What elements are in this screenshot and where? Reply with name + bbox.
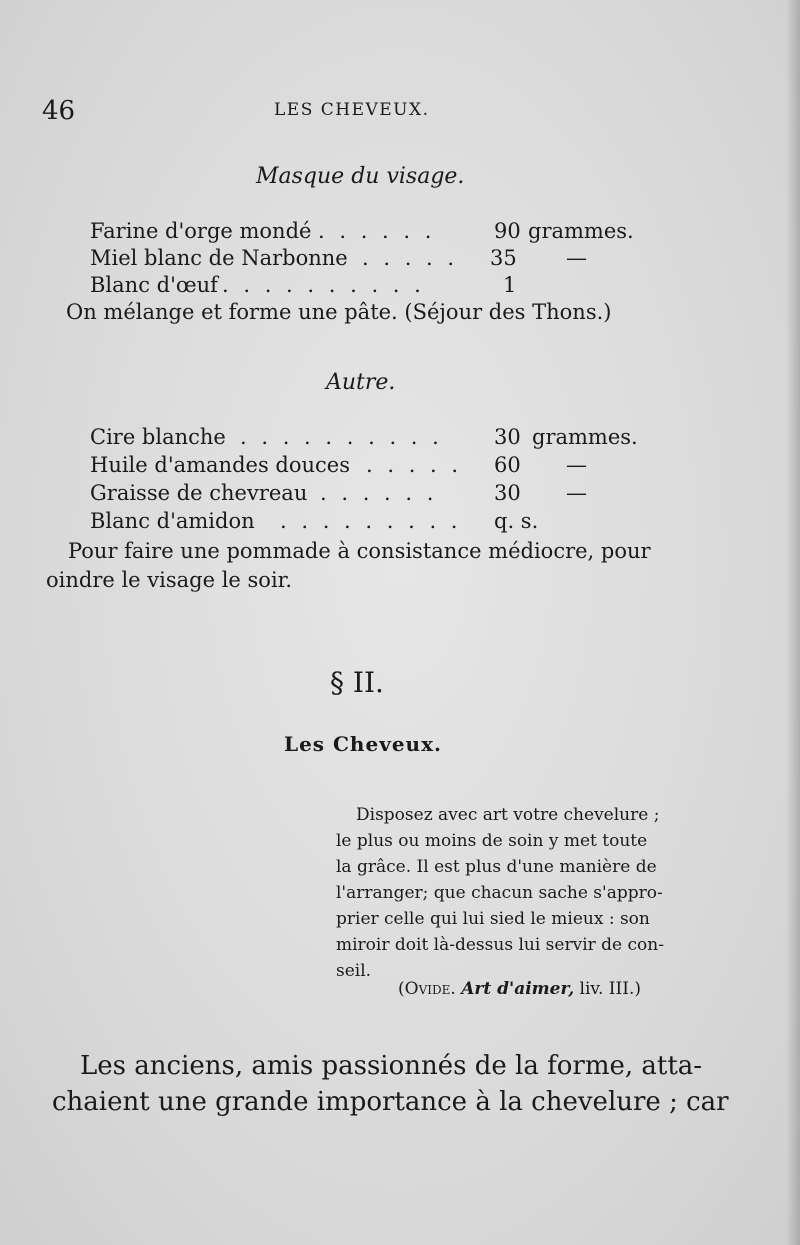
recipe2-row-name: Huile d'amandes douces [90,453,350,477]
citation-author: Ovide [404,979,451,999]
recipe1-row-name: Farine d'orge mondé [90,219,312,243]
epigraph-line: prier celle qui lui sied le mieux : son [336,909,650,929]
recipe1-row-unit: — [566,246,587,270]
recipe2-note-line: oindre le visage le soir. [46,568,293,592]
running-title: LES CHEVEUX. [274,100,430,120]
recipe1-row-unit: grammes. [528,219,634,243]
citation-ref: liv. III.) [574,979,641,999]
recipe2-note-line: Pour faire une pommade à consistance médiocre, pour [68,539,651,563]
recipe1-row-name: Blanc d'œuf [90,273,218,297]
recipe1-row-qty: 90 [494,219,521,243]
section-number: § II. [330,666,384,699]
recipe1-row-qty: 1 [503,273,517,297]
leader-dots: . . . . . [366,453,463,477]
epigraph-citation [398,976,641,1002]
leader-dots: . . . . . . . . . [280,509,462,533]
recipe2-row-unit: — [566,453,587,477]
leader-dots: . . . . . . . . . . [240,425,443,449]
epigraph-line: la grâce. Il est plus d'une manière de [336,857,657,877]
recipe1-note: On mélange et forme une pâte. (Séjour des Thons.) [66,300,612,324]
recipe2-row-unit: grammes. [532,425,638,449]
section-heading: Les Cheveux. [284,732,442,756]
epigraph-line: l'arranger; que chacun sache s'appro- [336,883,663,903]
citation-open: ( [398,979,405,999]
epigraph-line: miroir doit là-dessus lui servir de con- [336,935,664,955]
recipe1-row-name: Miel blanc de Narbonne [90,246,348,270]
leader-dots: . . . . . . [318,219,436,243]
recipe2-row-qty: 60 [494,453,521,477]
leader-dots: . . . . . . [320,481,438,505]
epigraph-line: le plus ou moins de soin y met toute [336,831,648,851]
citation-work: Art d'aimer, [461,979,575,999]
body-line: chaient une grande importance à la chevelure ; car [52,1087,729,1117]
recipe2-row-unit: — [566,481,587,505]
leader-dots: . . . . . [362,246,459,270]
recipe-title-masque: Masque du visage. [256,164,465,189]
recipe-title-autre: Autre. [326,370,396,395]
recipe1-row-qty: 35 [490,246,517,270]
epigraph-line: seil. [336,961,372,981]
recipe2-row-name: Cire blanche [90,425,226,449]
body-line: Les anciens, amis passionnés de la forme, atta- [80,1051,703,1081]
recipe2-row-qty: 30 [494,481,521,505]
page-number: 46 [42,96,76,126]
recipe2-row-name: Graisse de chevreau [90,481,308,505]
recipe2-row-qty: q. s. [494,509,539,533]
epigraph-line: Disposez avec art votre chevelure ; [356,805,660,825]
recipe2-row-qty: 30 [494,425,521,449]
page-edge-shadow [786,0,800,1245]
leader-dots: . . . . . . . . . . [222,273,425,297]
citation-sep: . [450,979,462,999]
recipe2-row-name: Blanc d'amidon [90,509,255,533]
